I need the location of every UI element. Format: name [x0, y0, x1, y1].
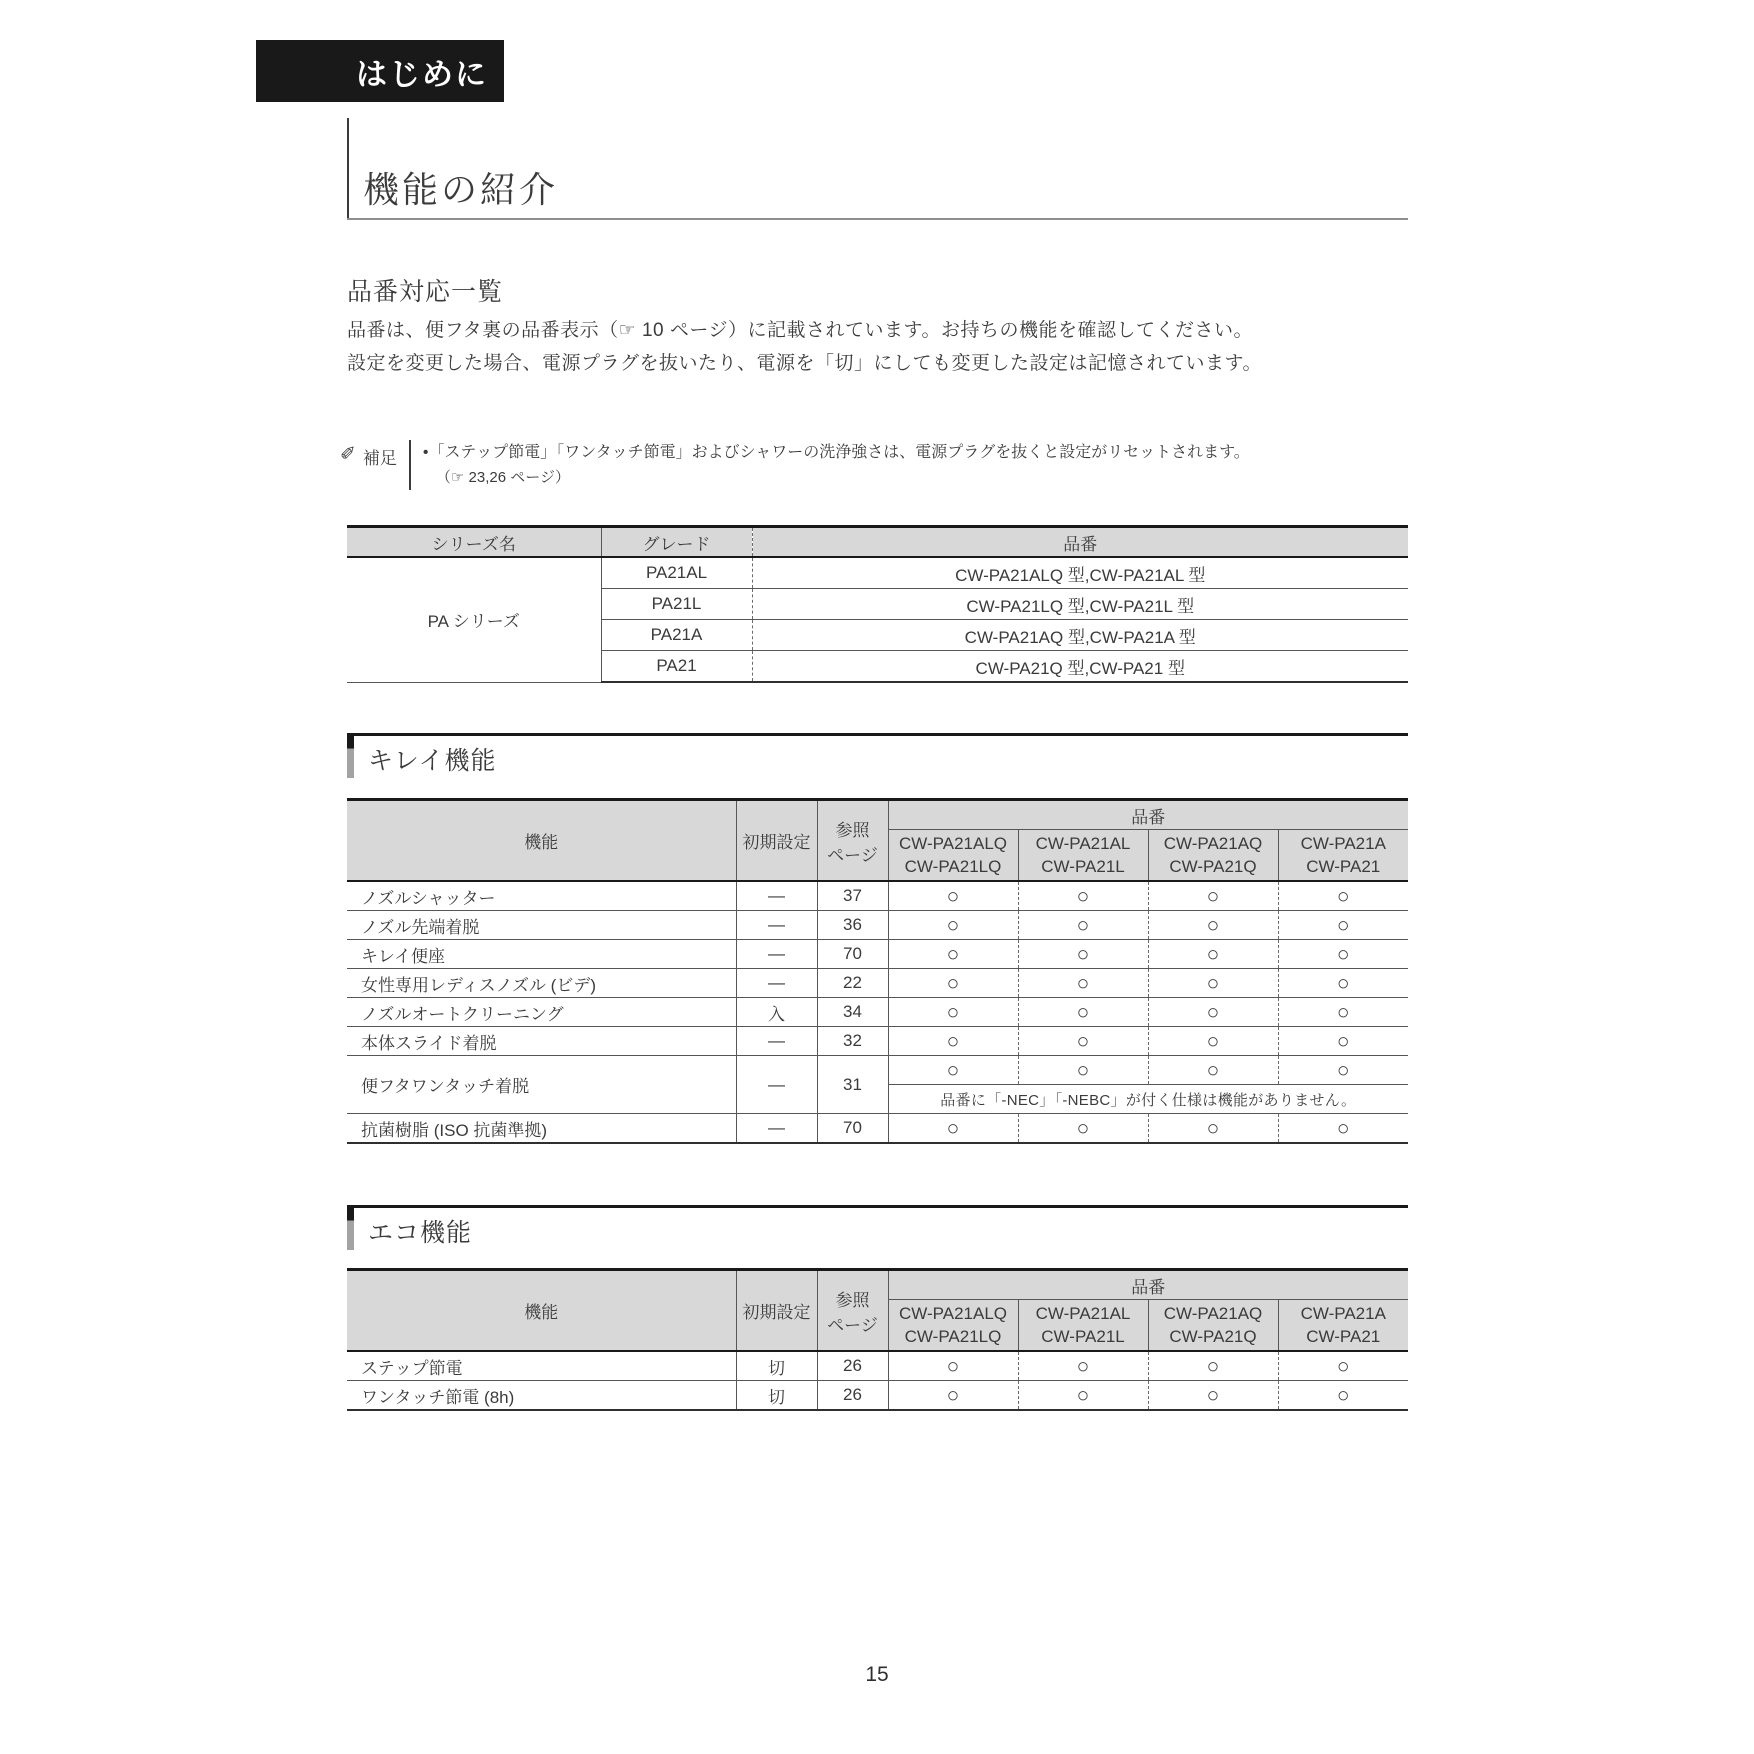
mark-cell: ○ [888, 881, 1018, 911]
mark-cell: ○ [888, 1351, 1018, 1381]
supplement-note [340, 440, 1250, 490]
mark-cell: ○ [1018, 1351, 1148, 1381]
feature-cell: 本体スライド着脱 [347, 1027, 736, 1056]
page-cell: 22 [817, 969, 888, 998]
exception-note-cell: 品番に「-NEC」「-NEBC」が付く仕様は機能がありません。 [888, 1085, 1408, 1114]
mark-cell: ○ [1018, 1381, 1148, 1411]
section-heading-bar [347, 1208, 354, 1250]
model-group-header: 品番 [888, 1270, 1408, 1300]
page-number: 15 [865, 1663, 889, 1686]
model-header-2: CW-PA21AL CW-PA21L [1018, 1300, 1148, 1352]
series-name-cell: PA シリーズ [347, 557, 601, 682]
grade-cell: PA21AL [601, 557, 752, 589]
grade-cell: PA21L [601, 589, 752, 620]
model-header-2: CW-PA21AL CW-PA21L [1018, 830, 1148, 882]
feature-cell: 抗菌樹脂 (ISO 抗菌準拠) [347, 1114, 736, 1144]
grade-cell: PA21A [601, 620, 752, 651]
default-column-header: 初期設定 [736, 1270, 817, 1352]
mark-cell: ○ [888, 1381, 1018, 1411]
default-cell: 切 [736, 1381, 817, 1411]
model-header-3: CW-PA21AQ CW-PA21Q [1148, 1300, 1278, 1352]
model-column-header: 品番 [752, 527, 1408, 558]
model-cell: CW-PA21ALQ 型,CW-PA21AL 型 [752, 557, 1408, 589]
page-cell: 34 [817, 998, 888, 1027]
pencil-icon: ✐ [340, 444, 356, 465]
mark-cell: ○ [1148, 1056, 1278, 1085]
mark-cell: ○ [1278, 911, 1408, 940]
intro-paragraph [347, 314, 1262, 380]
mark-cell: ○ [1018, 881, 1148, 911]
feature-cell: 女性専用レディスノズル (ビデ) [347, 969, 736, 998]
title-rule [347, 218, 1408, 220]
default-cell: — [736, 911, 817, 940]
table-row [347, 969, 1408, 998]
mark-cell: ○ [888, 1027, 1018, 1056]
mark-cell: ○ [1148, 1381, 1278, 1411]
table-row [347, 1351, 1408, 1381]
feature-cell: ワンタッチ節電 (8h) [347, 1381, 736, 1411]
page-title: 機能の紹介 [363, 169, 559, 210]
grade-cell: PA21 [601, 651, 752, 683]
series-column-header: シリーズ名 [347, 527, 601, 558]
supplement-label [340, 440, 397, 490]
chapter-badge-label: はじめに [356, 56, 488, 92]
table-row [347, 1027, 1408, 1056]
feature-cell: ノズルシャッター [347, 881, 736, 911]
mark-cell: ○ [1148, 998, 1278, 1027]
note-divider [409, 440, 411, 490]
note-line-1: •「ステップ節電」「ワンタッチ節電」およびシャワーの洗浄強さは、電源プラグを抜くと設定がリセットされます。 [422, 444, 1250, 461]
section-heading-kirei-text: キレイ機能 [368, 747, 497, 775]
feature-cell: ステップ節電 [347, 1351, 736, 1381]
default-cell: — [736, 1114, 817, 1144]
model-header-4: CW-PA21A CW-PA21 [1278, 1300, 1408, 1352]
table-header-row [347, 800, 1408, 830]
default-cell: — [736, 940, 817, 969]
intro-line-1: 品番は、便フタ裏の品番表示（☞ 10 ページ）に記載されています。お持ちの機能を確認してください。 [347, 320, 1253, 341]
default-cell: 入 [736, 998, 817, 1027]
page-cell: 36 [817, 911, 888, 940]
section-heading-model-list: 品番対応一覧 [347, 278, 504, 306]
mark-cell: ○ [1278, 940, 1408, 969]
supplement-label-text: 補足 [362, 449, 397, 468]
model-group-header: 品番 [888, 800, 1408, 830]
model-cell: CW-PA21Q 型,CW-PA21 型 [752, 651, 1408, 683]
mark-cell: ○ [1278, 998, 1408, 1027]
default-cell: — [736, 881, 817, 911]
page-cell: 70 [817, 940, 888, 969]
mark-cell: ○ [1148, 1114, 1278, 1144]
feature-column-header: 機能 [347, 1270, 736, 1352]
mark-cell: ○ [1148, 911, 1278, 940]
page-cell: 26 [817, 1381, 888, 1411]
mark-cell: ○ [1018, 998, 1148, 1027]
model-header-1: CW-PA21ALQ CW-PA21LQ [888, 1300, 1018, 1352]
mark-cell: ○ [1278, 969, 1408, 998]
mark-cell: ○ [1278, 881, 1408, 911]
mark-cell: ○ [1148, 1351, 1278, 1381]
mark-cell: ○ [1148, 940, 1278, 969]
page-cell: 26 [817, 1351, 888, 1381]
table-row [347, 998, 1408, 1027]
refpage-column-header: 参照 ページ [817, 800, 888, 882]
feature-column-header: 機能 [347, 800, 736, 882]
mark-cell: ○ [1018, 1027, 1148, 1056]
grade-column-header: グレード [601, 527, 752, 558]
mark-cell: ○ [1018, 969, 1148, 998]
table-row [347, 940, 1408, 969]
section-heading-kirei [347, 733, 1408, 778]
mark-cell: ○ [888, 969, 1018, 998]
page-cell: 31 [817, 1056, 888, 1114]
page-cell: 37 [817, 881, 888, 911]
default-cell: — [736, 969, 817, 998]
mark-cell: ○ [888, 940, 1018, 969]
series-model-table [347, 525, 1408, 683]
page-cell: 70 [817, 1114, 888, 1144]
page-cell: 32 [817, 1027, 888, 1056]
mark-cell: ○ [888, 998, 1018, 1027]
chapter-badge [256, 40, 504, 102]
model-header-1: CW-PA21ALQ CW-PA21LQ [888, 830, 1018, 882]
eco-feature-table [347, 1268, 1408, 1411]
page-title-block [347, 118, 558, 218]
mark-cell: ○ [1278, 1027, 1408, 1056]
model-header-4: CW-PA21A CW-PA21 [1278, 830, 1408, 882]
section-heading-bar [347, 736, 354, 778]
intro-line-2: 設定を変更した場合、電源プラグを抜いたり、電源を「切」にしても変更した設定は記憶されています。 [347, 353, 1262, 374]
table-header-row [347, 527, 1408, 558]
mark-cell: ○ [1018, 1056, 1148, 1085]
refpage-column-header: 参照 ページ [817, 1270, 888, 1352]
mark-cell: ○ [1018, 1114, 1148, 1144]
mark-cell: ○ [1278, 1351, 1408, 1381]
section-heading-eco-text: エコ機能 [368, 1219, 473, 1247]
model-cell: CW-PA21AQ 型,CW-PA21A 型 [752, 620, 1408, 651]
mark-cell: ○ [1278, 1056, 1408, 1085]
mark-cell: ○ [888, 1114, 1018, 1144]
mark-cell: ○ [888, 1056, 1018, 1085]
table-row [347, 1056, 1408, 1085]
note-line-2: （☞ 23,26 ページ） [435, 469, 570, 486]
default-column-header: 初期設定 [736, 800, 817, 882]
default-cell: — [736, 1027, 817, 1056]
table-header-row [347, 1270, 1408, 1300]
mark-cell: ○ [1018, 911, 1148, 940]
mark-cell: ○ [1278, 1381, 1408, 1411]
table-row [347, 881, 1408, 911]
table-row [347, 911, 1408, 940]
feature-cell: ノズル先端着脱 [347, 911, 736, 940]
feature-cell: ノズルオートクリーニング [347, 998, 736, 1027]
table-row [347, 1381, 1408, 1411]
mark-cell: ○ [1148, 1027, 1278, 1056]
model-header-3: CW-PA21AQ CW-PA21Q [1148, 830, 1278, 882]
model-cell: CW-PA21LQ 型,CW-PA21L 型 [752, 589, 1408, 620]
feature-cell: 便フタワンタッチ着脱 [347, 1056, 736, 1114]
note-body [423, 440, 1250, 490]
table-row [347, 1114, 1408, 1144]
section-heading-eco [347, 1205, 1408, 1250]
kirei-feature-table [347, 798, 1408, 1144]
feature-cell: キレイ便座 [347, 940, 736, 969]
default-cell: — [736, 1056, 817, 1114]
mark-cell: ○ [888, 911, 1018, 940]
mark-cell: ○ [1278, 1114, 1408, 1144]
mark-cell: ○ [1148, 881, 1278, 911]
table-row [347, 557, 1408, 589]
default-cell: 切 [736, 1351, 817, 1381]
mark-cell: ○ [1018, 940, 1148, 969]
mark-cell: ○ [1148, 969, 1278, 998]
